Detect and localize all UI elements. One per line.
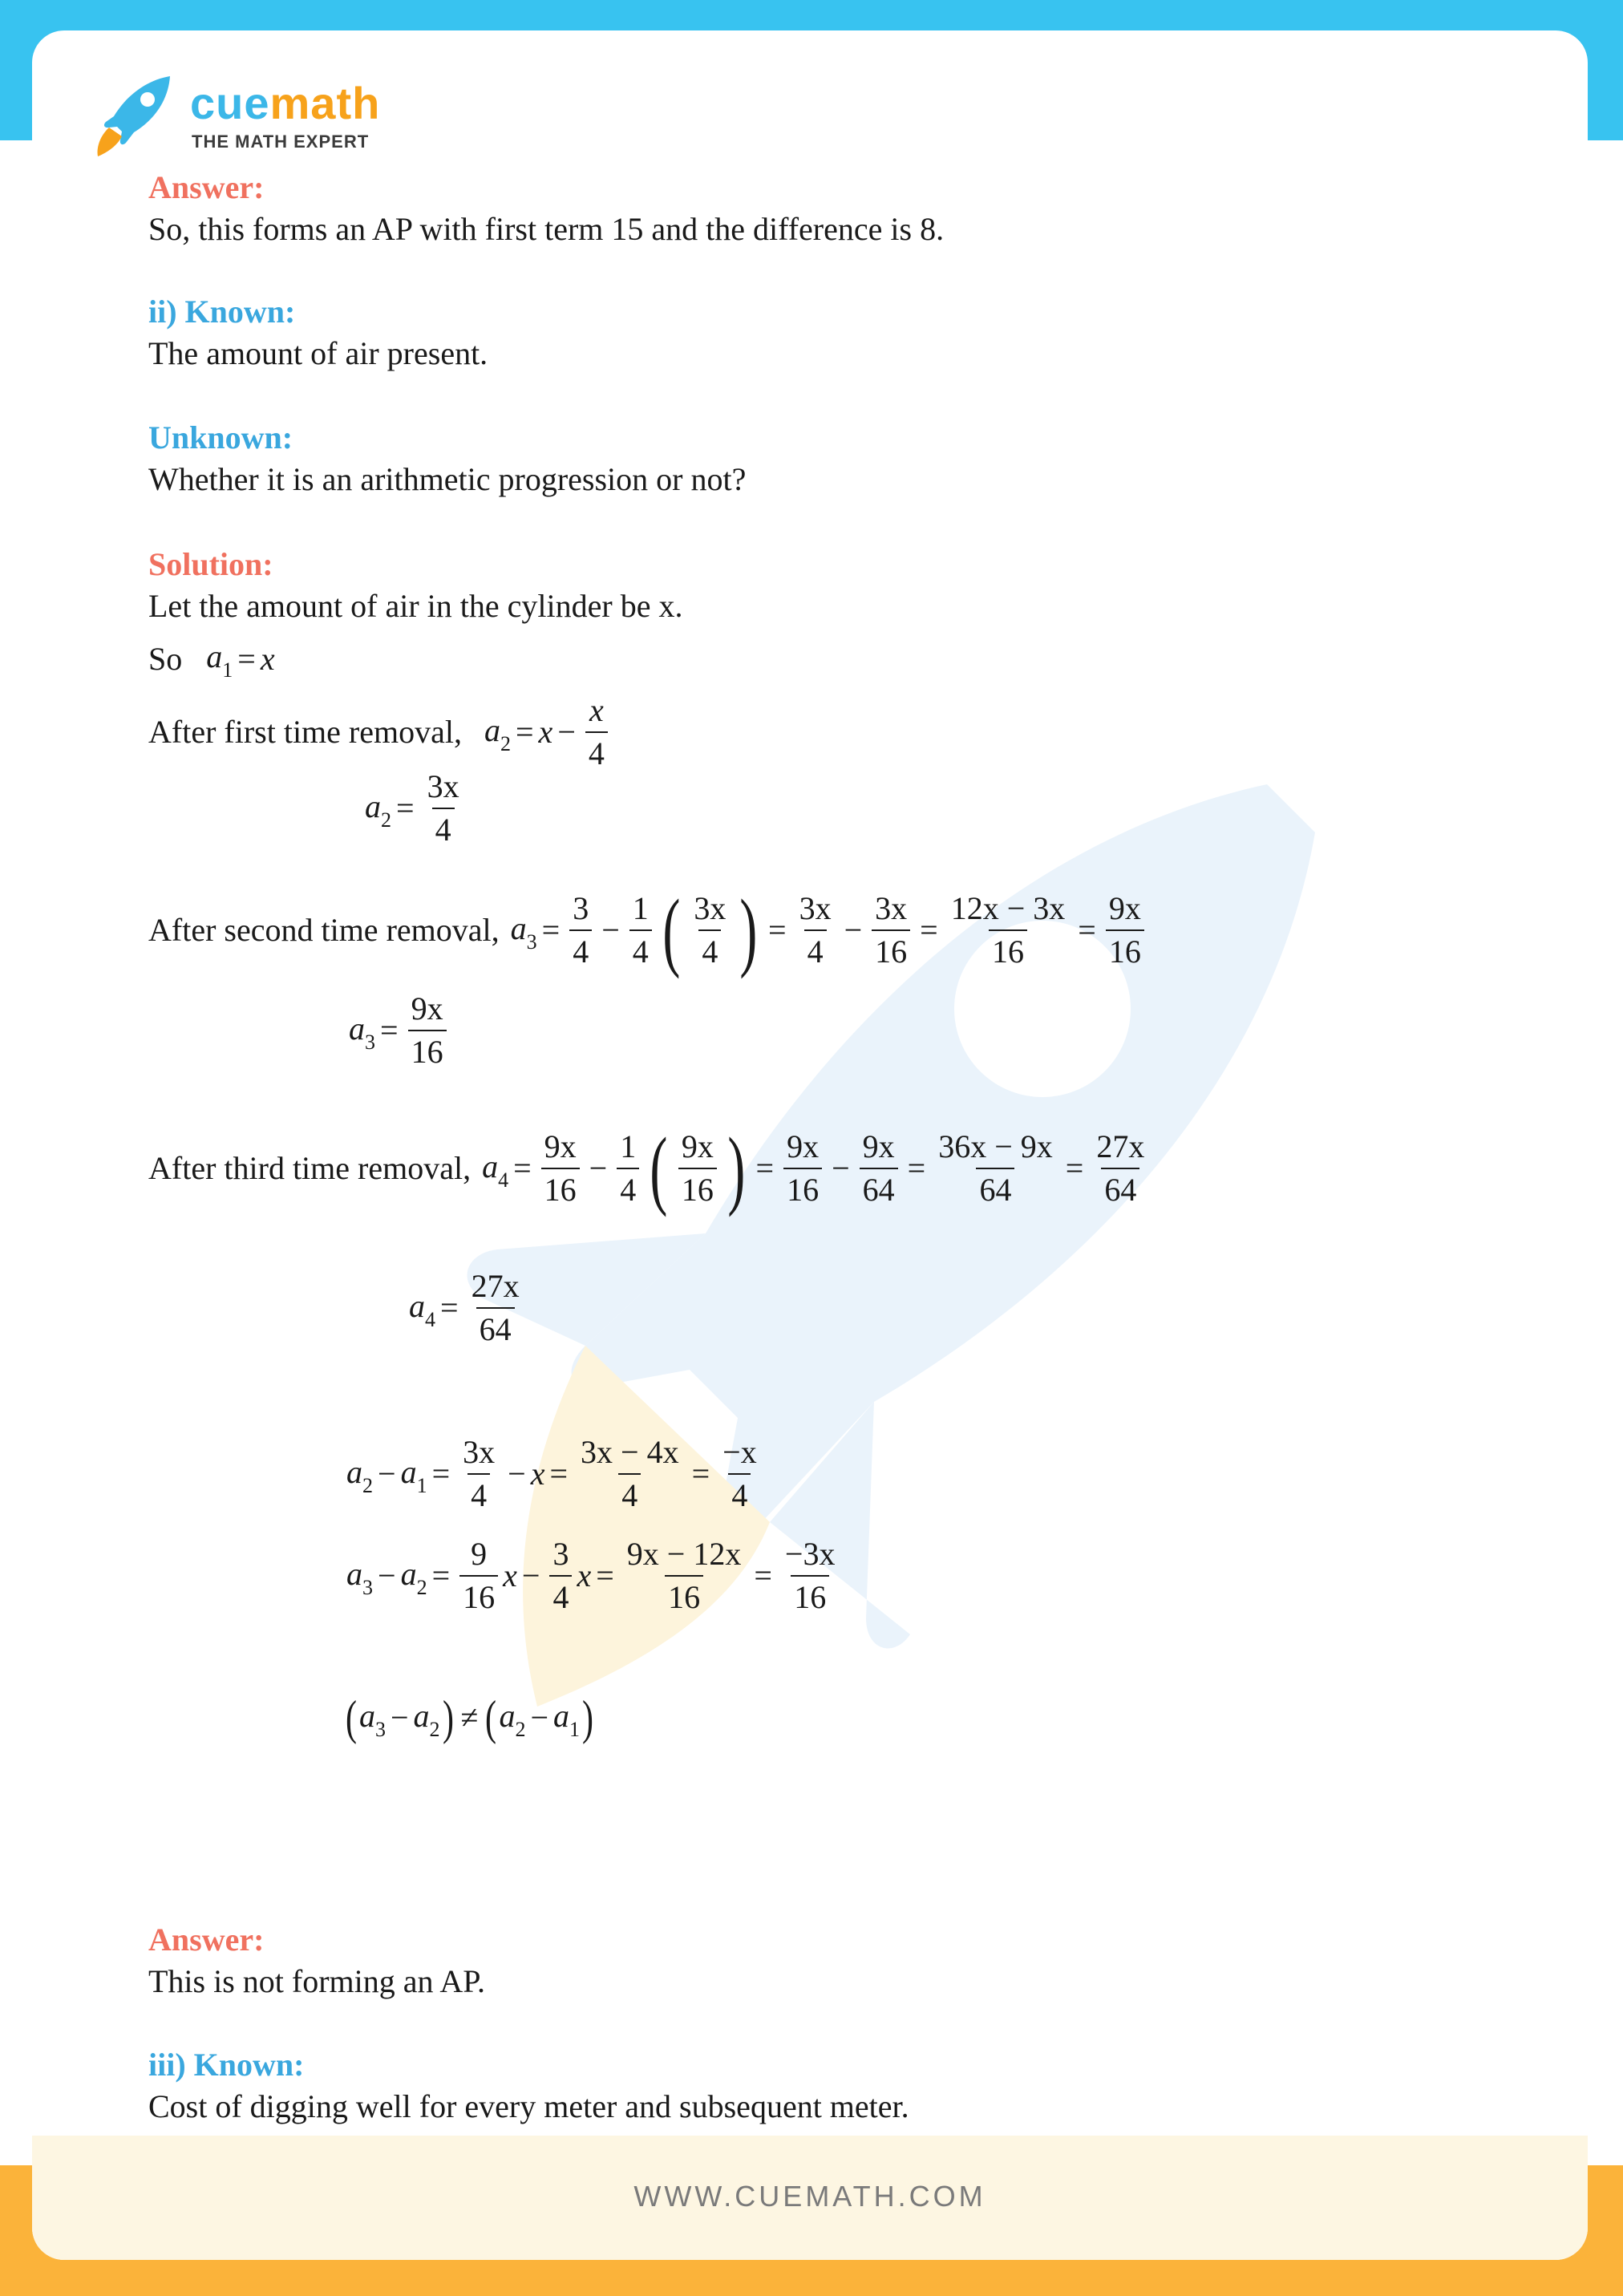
solution-heading: Solution: — [148, 546, 273, 582]
equation-third-removal: After third time removal, $a_4$ = $\frac{9x}{16}$ − $\frac{1}{4}$ ( $\frac{9x}{16}$ ) = $\frac{9x}{16}$ − $\frac{9x}{64}$ = $\frac{36x - 9x}{64}$ = $\frac{27x}{64}$ — [148, 1120, 1145, 1217]
answer-text: This is not forming an AP. — [148, 1963, 486, 1999]
footer-url[interactable]: WWW.CUEMATH.COM — [633, 2180, 986, 2213]
logo-wordmark: cuemath — [190, 78, 381, 128]
known-heading: iii) Known: — [148, 2047, 305, 2083]
equation-a3-result: $a_3$ = $\frac{9x}{16}$ — [349, 988, 451, 1073]
solution-text: Let the amount of air in the cylinder be x. — [148, 588, 683, 624]
answer-text: So, this forms an AP with first term 15 and the difference is 8. — [148, 211, 945, 247]
equation-inequality: ( $a_3$ − $a_2$ ) ≠ ( $a_2$ − $a_1$ ) — [345, 1691, 594, 1744]
known-text: Cost of digging well for every meter and subsequent meter. — [148, 2088, 909, 2124]
unknown-text: Whether it is an arithmetic progression or not? — [148, 461, 747, 497]
equation-a1: So $a_1$ = x — [148, 638, 275, 682]
equation-diff-a2-a1: $a_2$ − $a_1$ = $\frac{3x}{4}$ − x = $\frac{3x - 4x}{4}$ = $\frac{-x}{4}$ — [346, 1431, 765, 1516]
logo-tagline: THE MATH EXPERT — [192, 132, 370, 152]
equation-a4-result: $a_4$ = $\frac{27x}{64}$ — [409, 1265, 528, 1350]
answer-heading: Answer: — [148, 169, 265, 205]
answer-heading: Answer: — [148, 1921, 265, 1958]
equation-second-removal: After second time removal, $a_3$ = $\frac{3}{4}$ − $\frac{1}{4}$ ( $\frac{3x}{4}$ ) = $\frac{3x}{4}$ − $\frac{3x}{16}$ = $\frac{12x - 3x}{16}$ = $\frac{9x}{16}$ — [148, 886, 1149, 974]
known-heading: ii) Known: — [148, 294, 296, 330]
equation-first-removal: After first time removal, $a_2$ = x − $\frac{x}{4}$ — [148, 690, 613, 775]
known-text: The amount of air present. — [148, 335, 488, 371]
equation-a2-result: $a_2$ = $\frac{3x}{4}$ — [365, 766, 467, 851]
unknown-heading: Unknown: — [148, 419, 293, 456]
equation-diff-a3-a2: $a_3$ − $a_2$ = $\frac{9}{16}$ x − $\frac{3}{4}$ x = $\frac{9x - 12x}{16}$ = $\frac{-3x}{16}$ — [346, 1533, 843, 1618]
